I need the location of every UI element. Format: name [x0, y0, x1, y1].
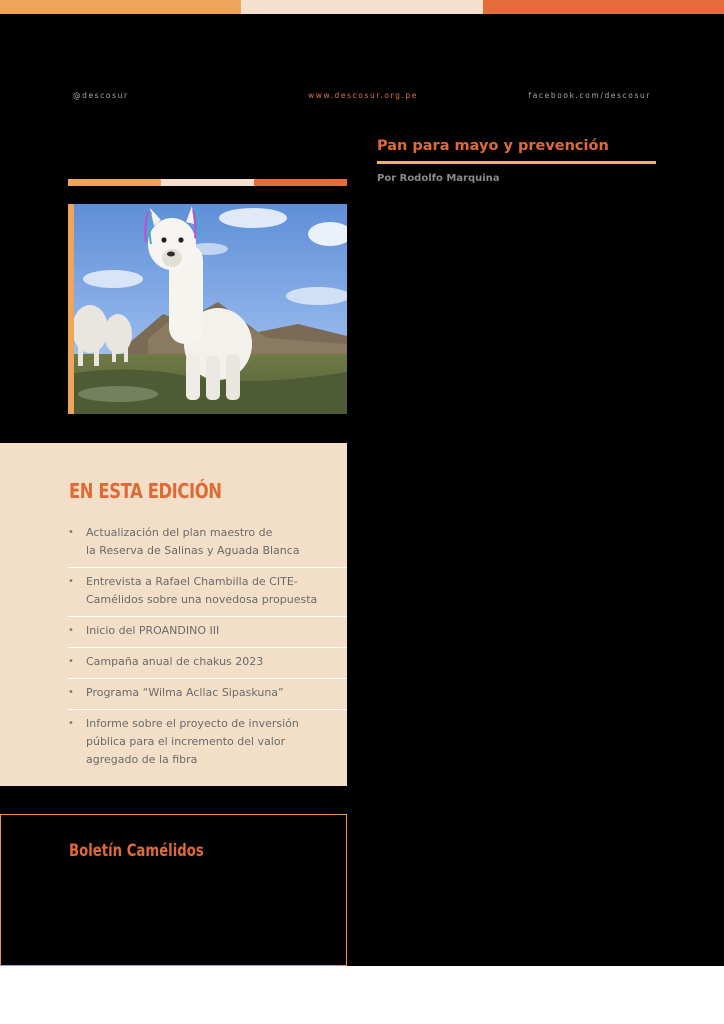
bullet-icon: • — [68, 576, 74, 587]
bullet-icon: • — [68, 718, 74, 729]
edition-item-text: Camélidos sobre una novedosa propuesta — [86, 593, 318, 606]
page-bottom-margin — [0, 966, 724, 1024]
edition-list-item — [68, 617, 347, 648]
photo-accent-bar — [68, 204, 74, 414]
title-underline — [377, 161, 656, 164]
edition-list-item — [68, 648, 347, 679]
edition-list — [68, 519, 347, 776]
edition-item-text: Actualización del plan maestro de — [86, 526, 273, 539]
bulletin-box — [0, 814, 347, 966]
divider-segment — [161, 179, 254, 186]
header-contact-row — [73, 91, 651, 103]
top-bar-segment — [241, 0, 482, 14]
bullet-icon: • — [68, 527, 74, 538]
bullet-icon: • — [68, 656, 74, 667]
edition-list-item — [68, 519, 347, 568]
divider-segment — [68, 179, 161, 186]
edition-item-text: Entrevista a Rafael Chambilla de CITE- — [86, 575, 298, 588]
alpaca-illustration — [68, 204, 347, 414]
edition-item-text: Inicio del PROANDINO III — [86, 624, 220, 637]
bulletin-title: Boletín Camélidos — [69, 841, 204, 861]
edition-list-item — [68, 710, 347, 776]
edition-item-text: Campaña anual de chakus 2023 — [86, 655, 264, 668]
edition-item-text: Informe sobre el proyecto de inversión — [86, 717, 299, 730]
article-title: Pan para mayo y prevención — [377, 138, 609, 154]
facebook-link[interactable]: facebook.com/descosur — [528, 91, 651, 100]
edition-item-text: Programa “Wilma Acllac Sipaskuna” — [86, 686, 284, 699]
edition-heading: EN ESTA EDICIÓN — [69, 479, 222, 503]
divider-segment — [254, 179, 347, 186]
edition-list-item — [68, 679, 347, 710]
bullet-icon: • — [68, 687, 74, 698]
section-divider-bar — [68, 179, 347, 186]
edition-item-text: agregado de la fibra — [86, 753, 198, 766]
website-link[interactable]: www.descosur.org.pe — [308, 91, 418, 100]
top-bar-segment — [483, 0, 724, 14]
alpaca-photo — [68, 204, 347, 414]
bullet-icon: • — [68, 625, 74, 636]
social-handle: @descosur — [73, 91, 129, 100]
edition-item-text: la Reserva de Salinas y Aguada Blanca — [86, 544, 300, 557]
edition-item-text: pública para el incremento del valor — [86, 735, 286, 748]
article-author: Por Rodolfo Marquina — [377, 173, 500, 184]
edition-list-item — [68, 568, 347, 617]
top-bar-segment — [0, 0, 241, 14]
top-color-bar — [0, 0, 724, 14]
